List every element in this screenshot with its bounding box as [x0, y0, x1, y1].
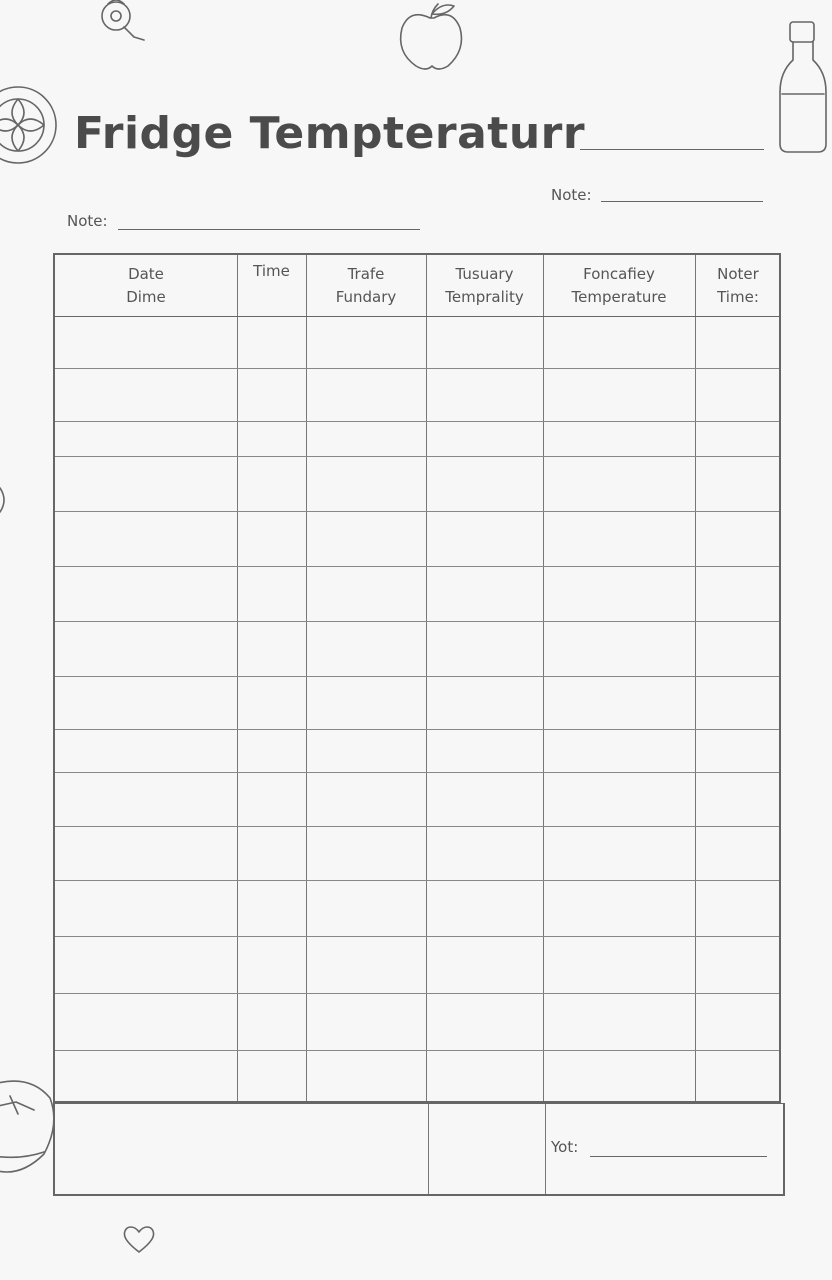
row-divider — [55, 621, 779, 622]
header-divider — [55, 316, 779, 317]
mushroom-icon — [98, 0, 150, 48]
column-divider — [237, 255, 238, 1101]
footer-box — [53, 1103, 785, 1196]
title-fill-line — [580, 149, 764, 150]
row-divider — [55, 993, 779, 994]
row-divider — [55, 729, 779, 730]
row-divider — [55, 566, 779, 567]
row-divider — [55, 936, 779, 937]
footer-divider — [545, 1104, 546, 1194]
edge-mark-left — [0, 486, 10, 514]
temperature-log-table — [53, 253, 781, 1103]
footer-label: Yot: — [551, 1138, 579, 1156]
column-divider — [306, 255, 307, 1101]
header-col3: Trafe Fundary — [335, 264, 397, 306]
citrus-slice-icon — [0, 75, 56, 175]
row-divider — [55, 1050, 779, 1051]
page-title: Fridge Tempteraturr — [74, 108, 586, 159]
note-line-left — [118, 229, 420, 230]
header-temperature: Foncafiey Temperature — [571, 264, 667, 306]
row-divider — [55, 772, 779, 773]
column-divider — [426, 255, 427, 1101]
note-label-top: Note: — [551, 186, 592, 204]
row-divider — [55, 368, 779, 369]
apple-icon — [396, 0, 466, 74]
row-divider — [55, 511, 779, 512]
row-divider — [55, 456, 779, 457]
header-notes: Noter Time: — [717, 264, 759, 306]
header-col4: Tusuary Temprality — [445, 264, 524, 306]
row-divider — [55, 880, 779, 881]
row-divider — [55, 676, 779, 677]
bottle-icon — [776, 20, 832, 154]
row-divider — [55, 421, 779, 422]
column-divider — [543, 255, 544, 1101]
header-date: Date Dime — [126, 264, 166, 306]
note-label-left: Note: — [67, 212, 108, 230]
column-divider — [695, 255, 696, 1101]
heart-icon — [122, 1224, 156, 1256]
header-time: Time — [253, 262, 290, 280]
lemon-icon — [0, 1074, 60, 1178]
note-line-top — [601, 201, 763, 202]
footer-fill-line — [590, 1156, 767, 1157]
footer-divider — [428, 1104, 429, 1194]
row-divider — [55, 826, 779, 827]
